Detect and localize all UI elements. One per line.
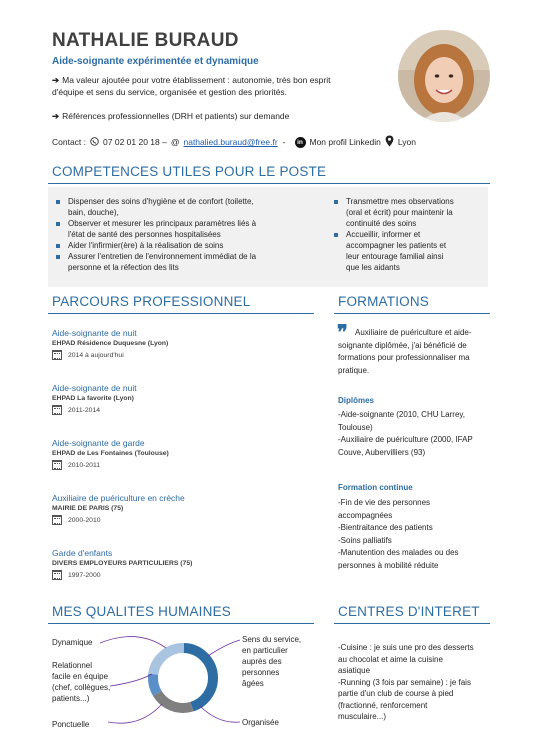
job-entry <box>52 493 312 525</box>
calendar-icon <box>52 460 62 470</box>
email-link[interactable]: nathalied.buraud@free.fr <box>183 137 278 147</box>
job-entry <box>52 328 312 360</box>
skills-section-title: COMPETENCES UTILES POUR LE POSTE <box>52 164 327 179</box>
interests-section-title: CENTRES D'INTERET <box>338 604 480 619</box>
interests-list: -Cuisine : je suis une pro des desserts au chocolat et aime la cuisine asiatique -Running (3 fois par semaine) : je fais partie d'un club de course à pied (fractionné, renforcement musculaire...) <box>338 643 474 721</box>
linkedin-icon[interactable]: in <box>295 137 306 148</box>
quality-organisee: Organisée <box>242 718 279 727</box>
value-line-1: Ma valeur ajoutée pour votre établissement : autonomie, très bon esprit <box>62 75 331 85</box>
calendar-icon <box>52 405 62 415</box>
arrow-right-icon: ➔ <box>52 111 60 121</box>
job-title: Garde d'enfants <box>52 548 113 558</box>
skills-list-left <box>54 196 294 273</box>
qualities-divider <box>48 623 314 624</box>
contact-line <box>52 135 416 149</box>
skills-divider <box>48 183 490 184</box>
value-line-2: d'équipe et sens du service, organisée et gestion des priorités. <box>52 87 288 97</box>
candidate-name: NATHALIE BURAUD <box>52 30 239 51</box>
job-employer: EHPAD La favorite (Lyon) <box>52 395 134 402</box>
leader-line-organisee <box>200 706 240 722</box>
quality-ponctuelle: Ponctuelle <box>52 720 90 729</box>
leader-line-dynamique <box>100 637 166 648</box>
leader-line-ponctuelle <box>108 704 162 723</box>
quality-dynamique: Dynamique <box>52 638 93 647</box>
job-entry <box>52 548 312 580</box>
diplomas-heading: Diplômes <box>338 396 375 405</box>
skill-item: Transmettre mes observations (oral et écrit) pour maintenir la continuité des soins <box>332 196 492 229</box>
city: Lyon <box>397 137 416 147</box>
references-note <box>52 110 382 122</box>
education-divider <box>334 313 490 314</box>
leader-line-relationnel <box>110 674 152 686</box>
job-entry <box>52 383 312 415</box>
arrow-right-icon: ➔ <box>52 75 60 85</box>
continuing-education-heading: Formation continue <box>338 483 413 492</box>
contact-separator: - <box>282 137 286 147</box>
experience-divider <box>48 313 314 314</box>
job-title: Aide-soignante de garde <box>52 438 145 448</box>
job-employer: MAIRIE DE PARIS (75) <box>52 505 124 512</box>
phone-icon <box>90 137 99 148</box>
calendar-icon <box>52 515 62 525</box>
qualities-section-title: MES QUALITES HUMAINES <box>52 604 231 619</box>
profile-photo <box>398 30 490 122</box>
skill-item: Accueillir, informer et accompagner les patients et leur entourage familial ainsi que les aidants <box>332 229 492 273</box>
job-dates: 2000-2010 <box>68 516 101 524</box>
skills-list-right <box>332 196 492 273</box>
skill-item: Assurer l'entretien de l'environnement immédiat de la personne et la réfection des lits <box>54 251 294 273</box>
job-dates: 2014 à aujourd'hui <box>68 351 124 359</box>
job-dates: 2011-2014 <box>68 406 100 414</box>
quality-service: Sens du service, en particulier auprès des personnes âgées <box>242 635 302 688</box>
calendar-icon <box>52 570 62 580</box>
diplomas-list: -Aide-soignante (2010, CHU Larrey, Toulouse) -Auxiliaire de puériculture (2000, IFAP Couve, Aubervilliers (93) <box>338 410 473 457</box>
skill-item: Observer et mesurer les principaux paramètres liés à l'état de santé des personnes hospitalisées <box>54 218 294 240</box>
location-pin-icon <box>385 135 394 149</box>
at-icon: @ <box>170 137 180 147</box>
skill-item: Dispenser des soins d'hygiène et de confort (toilette, bain, douche), <box>54 196 294 218</box>
job-dates: 2010-2011 <box>68 461 100 469</box>
quality-relationnel: Relationnel facile en équipe (chef, collègues, patients...) <box>52 661 111 703</box>
job-employer: DIVERS EMPLOYEURS PARTICULIERS (75) <box>52 560 193 567</box>
job-employer: EHPAD Résidence Duquesne (Lyon) <box>52 340 169 347</box>
linkedin-link[interactable]: Mon profil Linkedin <box>309 137 381 147</box>
job-title: Aide-soignante de nuit <box>52 328 137 338</box>
candidate-headline: Aide-soignante expérimentée et dynamique <box>52 56 259 67</box>
phone-number[interactable]: 07 02 01 20 18 – <box>103 137 167 147</box>
job-employer: EHPAD de Les Fontaines (Toulouse) <box>52 450 169 457</box>
job-entry <box>52 438 312 470</box>
leader-line-service <box>208 640 240 656</box>
skill-item: Aider l'infirmier(ère) à la réalisation de soins <box>54 240 294 251</box>
job-dates: 1997-2000 <box>68 571 101 579</box>
interests-divider <box>334 623 490 624</box>
job-title: Auxiliaire de puériculture en crèche <box>52 493 185 503</box>
experience-section-title: PARCOURS PROFESSIONNEL <box>52 294 251 309</box>
job-title: Aide-soignante de nuit <box>52 383 137 393</box>
value-proposition <box>52 74 382 98</box>
quote-icon: ❞ <box>337 320 348 344</box>
education-section-title: FORMATIONS <box>338 294 429 309</box>
continuing-education-list: -Fin de vie des personnes accompagnées -Bientraitance des patients -Soins palliatifs -Manutention des malades ou des personnes à mobilité réduite <box>338 498 459 570</box>
education-intro: Auxiliaire de puériculture et aide- soignante diplômée, j'ai bénéficié de formations pour professionnaliser ma pratique. <box>338 328 472 375</box>
calendar-icon <box>52 350 62 360</box>
references-text: Références professionnelles (DRH et patients) sur demande <box>62 111 290 121</box>
contact-label: Contact : <box>52 137 87 147</box>
